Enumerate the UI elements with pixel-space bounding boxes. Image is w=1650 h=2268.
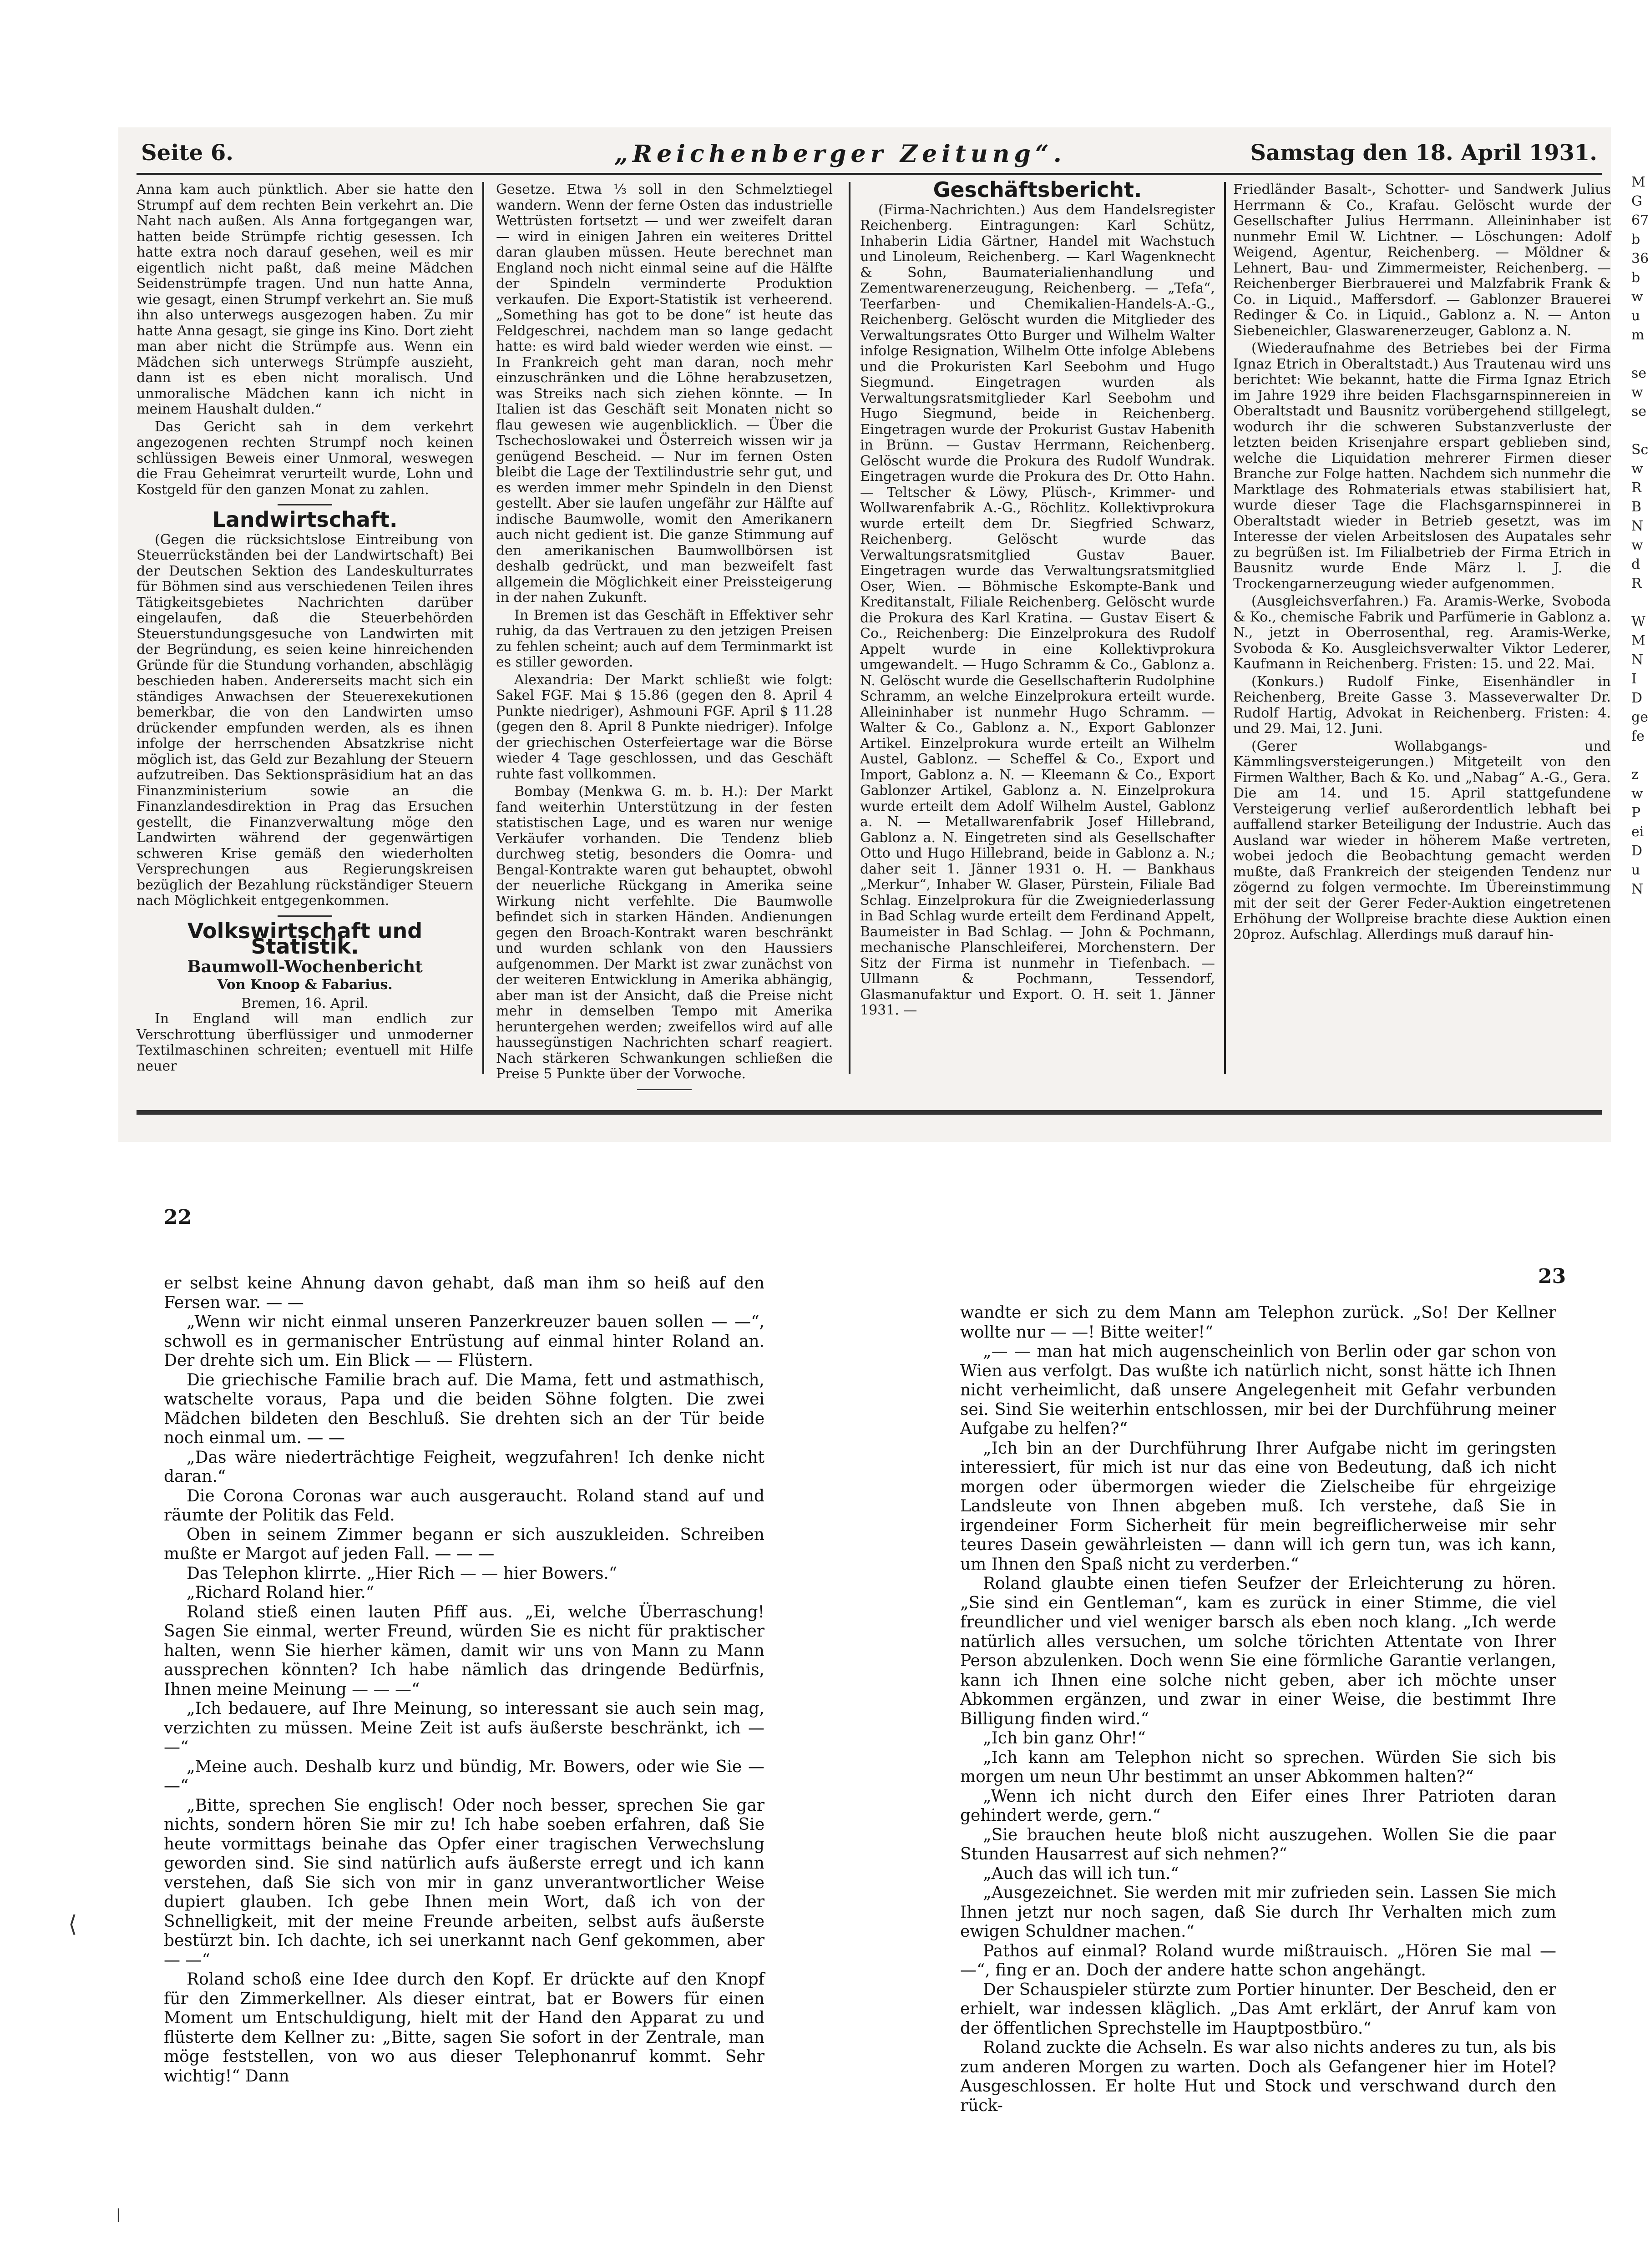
edge-fragment: w xyxy=(1631,537,1643,553)
book-paragraph: Roland glaubte einen tiefen Seufzer der Erleichterung zu hören. „Sie sind ein Gentleman“, kam es zurück in einer Stimme, die viel freundlicher und viel weniger barsch als eben noch klang. „Ich werde natürlich alles versuchen, um solche törichten Attentate von Ihrer Person abzulenken. Doch wenn Sie eine förmliche Garantie verlangen, kann ich Ihnen eine solche nicht geben, aber ich möchte unser Abkommen ergänzen, und zwar in einer Weise, die bestimmt Ihre Billigung finden wird.“ xyxy=(960,1574,1556,1728)
book-paragraph: „Ausgezeichnet. Sie werden mit mir zufrieden sein. Lassen Sie mich Ihnen jetzt nur noch sagen, daß Sie durch Ihr Verhalten mich zum ewigen Schuldner machen.“ xyxy=(960,1884,1556,1941)
section-divider xyxy=(278,504,332,505)
column-4 xyxy=(1233,182,1611,1096)
article-bremen: In Bremen ist das Geschäft in Effektiver sehr ruhig, da das Vertrauen zu den jetzigen Preisen zu fehlen scheint; auch auf dem Terminmarkt ist es stiller geworden. xyxy=(496,607,833,670)
edge-fragment xyxy=(1631,746,1645,765)
edge-fragment: ge xyxy=(1631,709,1648,725)
edge-fragment: w xyxy=(1631,384,1643,400)
edge-fragment: M xyxy=(1631,174,1645,190)
edge-fragment: I xyxy=(1631,671,1637,687)
edge-fragment: m xyxy=(1631,327,1645,343)
edge-fragment: ei xyxy=(1631,824,1644,840)
book-paragraph: „— — man hat mich augenscheinlich von Berlin oder gar schon von Wien aus verfolgt. Das wußte ich natürlich nicht, sonst hätte ich Ihnen nicht verheimlicht, daß unsere Angelegenheit mit Gefahr verbunden sei. Sind Sie weiterhin entschlossen, mir bei der Durchführung meiner Aufgabe zu helfen?“ xyxy=(960,1342,1556,1438)
book-paragraph: Die griechische Familie brach auf. Die Mama, fett und astmathisch, watschelte voraus, Papa und die beiden Söhne folgten. Die zwei Mädchen bildeten den Beschluß. Sie drehten sich an der Tür beide noch einmal um. — — xyxy=(164,1370,764,1447)
edge-fragment xyxy=(1631,421,1645,440)
article-konkurs: (Konkurs.) Rudolf Finke, Eisenhändler in Reichenberg, Breite Gasse 3. Masseverwalter Dr. Rudolf Hartig, Advokat in Reichenberg. Fristen: 4. und 29. Mai, 12. Juni. xyxy=(1233,673,1611,737)
edge-fragment: se xyxy=(1631,404,1647,419)
edge-fragment: w xyxy=(1631,786,1643,802)
book-paragraph: Pathos auf einmal? Roland wurde mißtrauisch. „Hören Sie mal — —“, fing er an. Doch der andere hatte schon angehängt. xyxy=(960,1941,1556,1980)
book-paragraph: Roland stieß einen lauten Pfiff aus. „Ei, welche Überraschung! Sagen Sie einmal, werter Freund, würden Sie es nicht für praktischer halten, wenn Sie hierher kämen, damit wir uns von Mann zu Mann aussprechen könnten? Ich habe nämlich das dringende Bedürfnis, Ihnen meine Meinung — — —“ xyxy=(164,1602,764,1699)
edge-fragment: se xyxy=(1631,365,1647,381)
book-paragraph: „Sie brauchen heute bloß nicht auszugehen. Wollen Sie die paar Stunden Hausarrest auf sich nehmen?“ xyxy=(960,1825,1556,1864)
column-1 xyxy=(137,182,473,1096)
edge-fragment xyxy=(1631,593,1645,612)
edge-fragment: w xyxy=(1631,289,1643,305)
article-baumwolle-start: In England will man endlich zur Verschrottung überflüssiger und unmoderner Textilmaschinen schreiten; eventuell mit Hilfe neuer xyxy=(137,1011,473,1074)
edge-fragment: b xyxy=(1631,270,1640,286)
issue-date: Samstag den 18. April 1931. xyxy=(1250,140,1597,166)
edge-fragment: u xyxy=(1631,862,1640,878)
article-gera-versteigerung: (Gerer Wollabgangs- und Kämmlingsversteigerungen.) Mitgeteilt von den Firmen Walther, Bach & Ko. und „Nabag“ A.-G., Gera. Die am 14. und 15. April stattgefundene Versteigerung verlief außerordentlich lebhaft bei auffallend starker Beteiligung der Industrie. Auch das Ausland war wieder in höherem Maße vertreten, wobei jedoch die Beobachtung gemacht werden mußte, daß Frankreich der steigenden Tendenz nur zögernd zu folgen vermochte. Im Übereinstimmung mit der seit der Gerer Feder-Auktion eingetretenen Erhöhung der Wollpreise brachte diese Auktion einen 20proz. Aufschlag. Allerdings muß darauf hin- xyxy=(1233,738,1611,943)
margin-mark: | xyxy=(116,2207,121,2223)
book-paragraph: Der Schauspieler stürzte zum Portier hinunter. Der Bescheid, den er erhielt, war indessen kläglich. „Das Amt erklärt, der Anruf kam von der öffentlichen Sprechstelle im Hauptpostbüro.“ xyxy=(960,1980,1556,2038)
book-paragraph: „Wenn wir nicht einmal unseren Panzerkreuzer bauen sollen — —“, schwoll es in germanischer Entrüstung auf einmal hinter Roland an. Der drehte sich um. Ein Blick — — Flüstern. xyxy=(164,1313,764,1370)
article-ausgleich: (Ausgleichsverfahren.) Fa. Aramis-Werke, Svoboda & Ko., chemische Fabrik und Parfümerie in Gablonz a. N., jetzt in Oberrosenthal, reg. Aramis-Werke, Svoboda & Ko. Ausgleichsverwalter Viktor Lederer, Kaufmann in Reichenberg. Fristen: 15. und 22. Mai. xyxy=(1233,593,1611,672)
column-divider xyxy=(482,182,484,1074)
section-divider xyxy=(637,1089,692,1090)
book-paragraph: „Auch das will ich tun.“ xyxy=(983,1864,1179,1883)
edge-fragment: w xyxy=(1631,461,1643,477)
column-divider xyxy=(849,182,850,1074)
section-heading-landwirtschaft: Landwirtschaft. xyxy=(212,507,398,532)
article-byline: Von Knoop & Fabarius. xyxy=(217,977,393,993)
margin-mark: ⟨ xyxy=(68,1911,77,1937)
column-3 xyxy=(860,177,1215,1096)
article-steuerrueckstaende: (Gegen die rücksichtslose Eintreibung von Steuerrückständen bei der Landwirtschaft) Bei der Deutschen Sektion des Landeskulturrates für Böhmen sind aus verschiedenen Teilen ihres Tätigkeitsgebietes Nachrichten darüber eingelaufen, daß die Steuerbehörden Steuerstundungsgesuche von Landwirten mit der Begründung, es seien keine hinreichenden Gründe für die Stundung vorhanden, abschlägig beschieden haben. Andererseits macht sich ein ständiges Anwachsen der Steuerexekutionen bemerkbar, die von den Landwirten umso drückender empfunden werden, als es ihnen infolge der herrschenden Absatzkrise nicht möglich ist, das Geld zur Bezahlung der Steuern aufzutreiben. Das Sektionspräsidium hat an das Finanzministerium sowie an die Finanzlandesdirektion in Prag das Ersuchen gestellt, die Finanzverwaltung möge den Landwirten während der gegenwärtigen schweren Krise gemäß den wiederholten Versprechungen aus Regierungskreisen bezüglich der Bezahlung rückständiger Steuern nach Möglichkeit entgegenkommen. xyxy=(137,531,473,909)
book-paragraph: „Richard Roland hier.“ xyxy=(187,1583,375,1602)
edge-fragment: fe xyxy=(1631,728,1645,744)
book-paragraph: Das Telephon klirrte. „Hier Rich — — hier Bowers.“ xyxy=(187,1564,617,1583)
book-paragraph: „Das wäre niederträchtige Feigheit, wegzufahren! Ich denke nicht daran.“ xyxy=(164,1448,764,1486)
newspaper-title: „Reichenberger Zeitung“. xyxy=(614,140,1066,168)
book-page-right xyxy=(960,1303,1556,2115)
book-paragraph: Oben in seinem Zimmer begann er sich auszukleiden. Schreiben mußte er Margot auf jeden Fall. — — — xyxy=(164,1525,764,1563)
article-dateline: Bremen, 16. April. xyxy=(241,995,369,1011)
column-divider xyxy=(1224,182,1226,1074)
book-page-left xyxy=(164,1274,764,2086)
edge-fragment: 36 xyxy=(1631,251,1649,267)
article-title-baumwolle: Baumwoll-Wochenbericht xyxy=(187,957,423,976)
article-etrich: (Wiederaufnahme des Betriebes bei der Firma Ignaz Etrich in Oberaltstadt.) Aus Trautenau wird uns berichtet: Wie bekannt, hatte die Firma Ignaz Etrich im Jahre 1929 ihre beiden Flachsgarnspinnereien in Oberaltstadt und Bausnitz vorübergehend stillgelegt, wodurch ihr die schweren Substanzverluste der letzten beiden Krisenjahre erspart geblieben sind, welche die Liquidation mehrerer Firmen dieser Branche zur Folge hatten. Nachdem sich nunmehr die Marktlage des Rohmaterials etwas stabilisiert hat, wurde dieser Tage die Flachsgarnspinnerei in Oberaltstadt wieder in Betrieb gesetzt, was im Interesse der vielen Arbeitslosen des Aupatales sehr zu begrüßen ist. Im Filialbetrieb der Firma Etrich in Bausnitz wurde Ende März l. J. die Trockengarnerzeugung wieder aufgenommen. xyxy=(1233,340,1611,592)
edge-fragment: G xyxy=(1631,193,1642,209)
edge-fragment: W xyxy=(1631,614,1645,630)
article-firma-nachrichten: (Firma-Nachrichten.) Aus dem Handelsregister Reichenberg. Eintragungen: Karl Schütz, Inhaberin Lidia Gärtner, Handel mit Wachstuch und Linoleum, Reichenberg. — Karl Wagenknecht & Sohn, Baumaterialienhandlung und Zementwarenerzeugung, Reichenberg. — „Tefa“, Teerfarben- und Chemikalien-Handels-A.-G., Reichenberg. Gelöscht wurden die Mitglieder des Verwaltungsrates Otto Burger und Wilhelm Walter infolge Resignation, Wilhelm Otte infolge Ablebens und die Prokuristen Karl Seebohm und Hugo Siegmund. Eingetragen wurden als Verwaltungsratsmitglieder Karl Seebohm und Hugo Siegmund, beide in Reichenberg. Eingetragen wurde der Prokurist Gustav Habenith in Brünn. — Gustav Herrmann, Reichenberg. Gelöscht wurde die Prokura des Rudolf Wundrak. Eingetragen wurde die Prokura des Dr. Otto Hahn. — Teltscher & Löwy, Plüsch-, Krimmer- und Wollwarenfabrik A.-G., Röchlitz. Kollektivprokura wurde erteilt dem Dr. Siegfried Schwarz, Reichenberg. Gelöscht wurde das Verwaltungsratsmitglied Gustav Bauer. Eingetragen wurde das Verwaltungsratsmitglied Oser, Wien. — Böhmische Eskompte-Bank und Kreditanstalt, Filiale Reichenberg. Gelöscht wurde die Prokura des Karl Kratina. — Gustav Eisert & Co., Reichenberg: Die Einzelprokura des Rudolf Appelt wurde in eine Kollektivprokura umgewandelt. — Hugo Schramm & Co., Gablonz a. N. Gelöscht wurde die Gesellschafterin Rudolphine Schramm, an welche Einzelprokura erteilt wurde. Alleininhaber ist nunmehr Hugo Schramm. — Walter & Co., Gablonz a. N., Export Gablonzer Artikel. Einzelprokura wurde erteilt an Wilhelm Austel, Gablonz. — Scheffel & Co., Export und Import, Gablonz a. N. — Kleemann & Co., Export Gablonzer Artikel, Gablonz a. N. Einzelprokura wurde erteilt dem Adolf Wilhelm Austel, Gablonz a. N. — Metallwarenfabrik Josef Hillebrand, Gablonz a. N. Eingetreten sind als Gesellschafter Otto und Hugo Hillebrand, beide in Gablonz a. N.; daher seit 1. Jänner 1931 o. H. — Bankhaus „Merkur“, Inhaber W. Glaser, Pürstein, Filiale Bad Schlag. Einzelprokura für die Zweigniederlassung in Bad Schlag wurde erteilt dem Ferdinand Appelt, Baumeister in Bad Schlag. — John & Pochmann, mechanische Planschleiferei, Morchenstern. Der Sitz der Firma ist nunmehr in Tiefenbach. — Ullmann & Pochmann, Tessendorf, Glasmanufaktur und Export. O. H. seit 1. Jänner 1931. — xyxy=(860,202,1215,1018)
book-paragraph: Die Corona Coronas war auch ausgeraucht. Roland stand auf und räumte der Politik das Feld. xyxy=(164,1486,764,1525)
edge-fragment: B xyxy=(1631,499,1642,515)
edge-fragment: N xyxy=(1631,518,1644,534)
edge-fragment: D xyxy=(1631,690,1643,706)
edge-fragment: u xyxy=(1631,308,1640,324)
article-bombay: Bombay (Menkwa G. m. b. H.): Der Markt fand weiterhin Unterstützung in der festen statistischen Lage, und es waren nur wenige Verkäufer vorhanden. Die Tendenz blieb durchweg stetig, besonders die Oomra- und Bengal-Kontrakte waren gut behauptet, obwohl der neuerliche Rückgang in Amerika seine Wirkung nicht verfehlte. Die Baumwolle befindet sich in starken Händen. Andienungen gegen den Broach-Kontrakt waren beschränkt und wurden schlank von den Haussiers aufgenommen. Der Markt ist zwar zunächst von der weiteren Entwicklung in Amerika abhängig, aber man ist der Ansicht, daß die Preise nicht mehr in demselben Tempo mit Amerika heruntergehen werden; zweifellos wird auf alle haussegünstigen Nachrichten scharf reagiert. Nach stärkeren Schwankungen schließen die Preise 5 Punkte über der Vorwoche. xyxy=(496,783,833,1082)
edge-fragment: z xyxy=(1631,767,1639,783)
book-paragraph: „Ich kann am Telephon nicht so sprechen. Würden Sie sich bis morgen um neun Uhr bestimmt an unser Abkommen halten?“ xyxy=(960,1748,1556,1786)
edge-fragment xyxy=(1631,345,1645,364)
edge-fragment: N xyxy=(1631,652,1644,668)
page-bottom-rule xyxy=(137,1110,1602,1115)
book-paragraph: Roland schoß eine Idee durch den Kopf. Er drückte auf den Knopf für den Zimmerkellner. Als dieser eintrat, bat er Bowers für einen Moment um Entschuldigung, hielt mit der Hand den Apparat zu und flüsterte dem Kellner zu: „Bitte, sagen Sie sofort in der Zentrale, man möge feststellen, von wo aus dieser Telephonanruf kommt. Sehr wichtig!“ Dann xyxy=(164,1970,764,2086)
article-court-verdict: Das Gericht sah in dem verkehrt angezogenen rechten Strumpf noch keinen schlüssigen Beweis einer Unmoral, weswegen die Frau Geheimrat verurteilt wurde, Lohn und Kostgeld für den ganzen Monat zu zahlen. xyxy=(137,419,473,498)
edge-fragment: b xyxy=(1631,232,1640,248)
article-stocking-end: Anna kam auch pünktlich. Aber sie hatte den Strumpf auf dem rechten Bein verkehrt an. Die Naht nach außen. Als Anna fortgegangen war, hatten beide Strümpfe richtig gesessen. Ich hatte extra noch darauf gesehen, weil es mir eigentlich nicht paßt, daß meine Mädchen Seidenstrümpfe tragen. Und nun hatte Anna, wie gesagt, einen Strumpf verkehrt an. Sie muß ihn also unterwegs ausgezogen haben. Zu mir hatte Anna gesagt, sie ginge ins Kino. Dort zieht man aber nicht die Strümpfe aus. Wenn ein Mädchen sich unterwegs Strümpfe auszieht, dann ist es eben nicht moralisch. Und unmoralische Mädchen kann ich nicht in meinem Haushalt dulden.“ xyxy=(137,182,473,417)
edge-fragment: R xyxy=(1631,480,1642,496)
article-loeschungen: Friedländer Basalt-, Schotter- und Sandwerk Julius Herrmann & Co., Krafau. Gelöscht wurde der Gesellschafter Julius Herrmann. Alleininhaber ist nunmehr Emil W. Lichtner. — Löschungen: Adolf Weigend, Agentur, Reichenberg. — Möldner & Lehnert, Bau- und Zimmermeister, Reichenberg. — Reichenberger Bierbrauerei und Malzfabrik Frank & Co. in Liquid., Maffersdorf. — Gablonzer Brauerei Redinger & Co. in Liquid., Gablonz a. N. — Anton Siebeneichler, Glaswarenerzeuger, Gablonz a. N. xyxy=(1233,182,1611,339)
edge-fragment: P xyxy=(1631,805,1641,821)
book-paragraph: „Ich bin ganz Ohr!“ xyxy=(983,1729,1146,1748)
adjacent-page-edge xyxy=(1631,173,1649,1856)
edge-fragment: 67 xyxy=(1631,212,1649,228)
article-baumwolle-cont: Gesetze. Etwa ⅓ soll in den Schmelztiegel wandern. Wenn der ferne Osten das industrielle Wettrüsten fortsetzt — und wer zweifelt daran — wird in einigen Jahren ein weiteres Drittel daran glauben müssen. Heute berechnet man England noch nicht einmal seine auf die Hälfte der Spindeln verminderte Produktion verkaufen. Die Export-Statistik ist verheerend. „Something has got to be done“ ist heute das Feldgeschrei, nachdem man so lange gedacht hatte: es wird bald wieder werden wie einst. — In Frankreich geht man daran, noch mehr einzuschränken und die Löhne herabzusetzen, was Streiks nach sich ziehen könnte. — In Italien ist das Geschäft seit Monaten nicht so flau gewesen wie augenblicklich. — Über die Tschechoslowakei und Österreich wissen wir ja genügend Bescheid. — Nur im fernen Osten bleibt die Lage der Textilindustrie sehr gut, und es werden immer mehr Spindeln in den Dienst gestellt. Aber sie laufen ungefähr zur Hälfte auf indische Baumwolle, womit den Amerikanern auch nicht gedient ist. Die ganze Stimmung auf den amerikanischen Baumwollbörsen ist deshalb gedrückt, und man bezweifelt fast allgemein die Möglichkeit einer Preissteigerung in der nahen Zukunft. xyxy=(496,182,833,606)
book-paragraph: Roland zuckte die Achseln. Es war also nichts anderes zu tun, als bis zum anderen Morgen zu warten. Doch als Gefangener hier im Hotel? Ausgeschlossen. Er holte Hut und Stock und verschwand durch den rück- xyxy=(960,2038,1556,2115)
edge-fragment: N xyxy=(1631,881,1644,897)
page-label: Seite 6. xyxy=(141,140,233,166)
book-paragraph: „Wenn ich nicht durch den Eifer eines Ihrer Patrioten daran gehindert werde, gern.“ xyxy=(960,1787,1556,1825)
book-paragraph: er selbst keine Ahnung davon gehabt, daß man ihm so heiß auf den Fersen war. — — xyxy=(164,1274,764,1312)
column-2 xyxy=(496,182,833,1082)
section-heading-volkswirtschaft: Volkswirtschaft und Statistik. xyxy=(187,918,423,959)
book-paragraph: „Ich bin an der Durchführung Ihrer Aufgabe nicht im geringsten interessiert, für mich ist nur das eine von Bedeutung, daß ich nicht morgen oder übermorgen wieder die Zielscheibe für ehrgeizige Landsleute von Ihnen abgeben muß. Ich verstehe, daß Sie in irgendeiner Form Sicherheit für mein begreiflicherweise mir sehr teures Dasein gewährleisten — dann will ich gern tun, was ich kann, um Ihnen den Spaß nicht zu verderben.“ xyxy=(960,1439,1556,1574)
edge-fragment: D xyxy=(1631,843,1643,859)
section-divider xyxy=(278,915,332,917)
edge-fragment: M xyxy=(1631,633,1645,649)
section-heading-geschaeftsbericht: Geschäftsbericht. xyxy=(933,177,1142,202)
book-paragraph: „Meine auch. Deshalb kurz und bündig, Mr. Bowers, oder wie Sie — —“ xyxy=(164,1757,764,1795)
article-alexandria: Alexandria: Der Markt schließt wie folgt: Sakel FGF. Mai $ 15.86 (gegen den 8. April 4 Punkte niedriger), Ashmouni FGF. April $ 11.28 (gegen den 8. April 8 Punkte niedriger). Infolge der griechischen Osterfeiertage war die Börse wieder 4 Tage geschlossen, und das Geschäft ruhte fast vollkommen. xyxy=(496,672,833,782)
book-page-number-left: 22 xyxy=(164,1206,192,1229)
book-paragraph: wandte er sich zu dem Mann am Telephon zurück. „So! Der Kellner wollte nur — —! Bitte weiter!“ xyxy=(960,1303,1556,1342)
edge-fragment: R xyxy=(1631,576,1642,591)
edge-fragment: d xyxy=(1631,556,1640,572)
book-paragraph: „Ich bedauere, auf Ihre Meinung, so interessant sie auch sein mag, verzichten zu müssen. Meine Zeit ist aufs äußerste beschränkt, ich — —“ xyxy=(164,1699,764,1757)
newspaper-header xyxy=(137,136,1602,175)
book-paragraph: „Bitte, sprechen Sie englisch! Oder noch besser, sprechen Sie gar nichts, sondern hören Sie mir zu! Ich habe soeben erfahren, daß Sie heute vormittags beinahe das Opfer einer tragischen Verwechslung geworden sind. Sie sind natürlich aufs äußerste erregt und ich kann verstehen, daß Sie sich von mir in ganz unverantwortlicher Weise dupiert glauben. Ich gebe Ihnen mein Wort, daß ich von der Schnelligkeit, mit der meine Freunde arbeiten, selbst aufs äußerste bestürzt bin. Ich dachte, ich sei unerkannt nach Genf gekommen, aber — —“ xyxy=(164,1796,764,1970)
edge-fragment: Sc xyxy=(1631,442,1649,458)
book-page-number-right: 23 xyxy=(1538,1265,1566,1288)
